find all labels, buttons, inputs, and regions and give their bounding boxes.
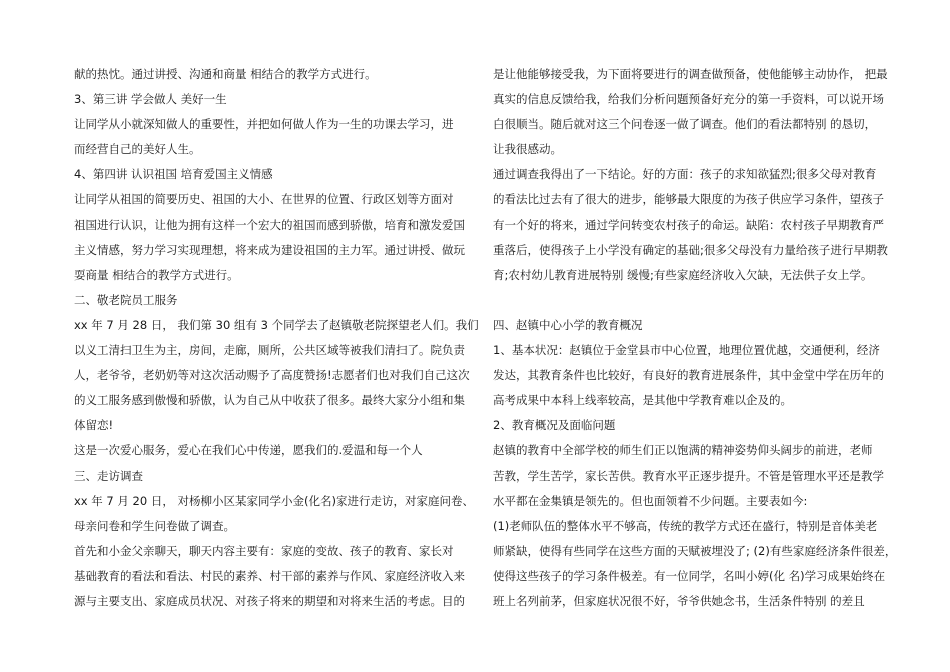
text-line: 是让他能够接受我，为下面将要进行的调查做预备，使他能够主动协作， 把最 bbox=[493, 67, 888, 81]
text-line: 苦教，学生苦学，家长苦供。教育水平正逐步提升。不管是管理水平还是教学 bbox=[493, 468, 884, 483]
text-line: 人，老爷爷，老奶奶等对这次活动赐予了高度赞扬!志愿者们也对我们自己这次 bbox=[74, 368, 470, 383]
left-text-column bbox=[74, 62, 479, 614]
text-line: 三、走访调查 bbox=[74, 468, 143, 483]
text-line: 育;农村幼儿教育进展特别 缓慢;有些家庭经济收入欠缺，无法供子女上学。 bbox=[493, 267, 873, 282]
text-line: 让我很感动。 bbox=[493, 142, 562, 157]
text-line: 4、第四讲 认识祖国 培育爱国主义情感 bbox=[74, 167, 273, 182]
text-line bbox=[493, 288, 878, 313]
text-line: 主义情感，努力学习实现理想，将来成为建设祖国的主力军。通过讲授、做玩 bbox=[74, 242, 465, 257]
text-line: 3、第三讲 学会做人 美好一生 bbox=[74, 92, 227, 107]
text-line: 源与主要支出、家庭成员状况、对孩子将来的期望和对将来生活的考虑。目的 bbox=[74, 593, 465, 608]
text-line: 有一个好的将来，通过学问转变农村孩子的命运。缺陷：农村孩子早期教育严 bbox=[493, 217, 884, 232]
text-line: 让同学从小就深知做人的重要性，并把如何做人作为一生的功课去学习，进 bbox=[74, 117, 454, 132]
right-text-column bbox=[493, 62, 897, 614]
text-line: 使得这些孩子的学习条件极差。有一位同学，名叫小婷(化 名)学习成果始终在 bbox=[493, 568, 886, 583]
text-line: 1、基本状况：赵镇位于金堂县市中心位置，地理位置优越，交通便利，经济 bbox=[493, 343, 880, 358]
text-line: 2、教育概况及面临问题 bbox=[493, 418, 616, 433]
text-line: 首先和小金父亲聊天，聊天内容主要有：家庭的变故、孩子的教育、家长对 bbox=[74, 543, 454, 558]
text-line: 献的热忱。通过讲授、沟通和商量 相结合的教学方式进行。 bbox=[74, 67, 377, 81]
text-line: 以义工清扫卫生为主，房间，走廊，厕所，公共区域等被我们清扫了。院负责 bbox=[74, 343, 465, 358]
text-line: 四、赵镇中心小学的教育概况 bbox=[493, 317, 643, 332]
text-line: 这是一次爱心服务，爱心在我们心中传递，愿我们的.爱温和每一个人 bbox=[74, 443, 423, 458]
text-line: 耍商量 相结合的教学方式进行。 bbox=[74, 267, 239, 282]
text-line: 高考成果中本科上线率较高，是其他中学教育难以企及的。 bbox=[493, 393, 792, 408]
text-line: 祖国进行认识，让他为拥有这样一个宏大的祖国而感到骄傲，培育和激发爱国 bbox=[74, 217, 465, 232]
text-line: 真实的信息反馈给我，给我们分析问题预备好充分的第一手资料，可以说开场 bbox=[493, 92, 884, 107]
text-line: 重落后，使得孩子上小学没有确定的基础;很多父母没有力量给孩子进行早期教 bbox=[493, 242, 888, 257]
text-line: 母亲问卷和学生问卷做了调查。 bbox=[74, 518, 235, 533]
text-line: (1)老师队伍的整体水平不够高，传统的教学方式还在盛行，特别是音体美老 bbox=[493, 518, 878, 533]
text-line: 白很顺当。随后就对这三个问卷逐一做了调查。他们的看法都特别 的恳切， bbox=[493, 117, 877, 132]
text-line: 的看法比过去有了很大的进步，能够最大限度的为孩子供应学习条件，望孩子 bbox=[493, 192, 884, 207]
text-line: xx 年 7 月 20 日， 对杨柳小区某家同学小金(化名)家进行走访，对家庭问卷、 bbox=[74, 493, 474, 508]
text-line: xx 年 7 月 28 日， 我们第 30 组有 3 个同学去了赵镇敬老院探望老人们。我们 bbox=[74, 317, 479, 332]
text-line: 的义工服务感到傲慢和骄傲，认为自己从中收获了很多。最终大家分小组和集 bbox=[74, 393, 465, 408]
text-line: 体留恋! bbox=[74, 418, 114, 433]
text-line: 赵镇的教育中全部学校的师生们正以饱满的精神姿势仰头阔步的前进，老师 bbox=[493, 443, 873, 458]
text-line: 基础教育的看法和看法、村民的素养、村干部的素养与作风、家庭经济收入来 bbox=[74, 568, 465, 583]
text-line: 而经营自己的美好人生。 bbox=[74, 142, 201, 157]
text-line: 水平都在金集镇是领先的。但也面领着不少问题。主要表如今: bbox=[493, 493, 808, 508]
text-line: 让同学从祖国的简要历史、祖国的大小、在世界的位置、行政区划等方面对 bbox=[74, 192, 454, 207]
text-line: 二、敬老院员工服务 bbox=[74, 292, 178, 307]
text-line: 发达，其教育条件也比较好，有良好的教育进展条件，其中金堂中学在历年的 bbox=[493, 368, 884, 383]
text-line: 师紧缺，使得有些同学在这些方面的天赋被埋没了; (2)有些家庭经济条件很差， bbox=[493, 543, 897, 558]
text-line: 通过调查我得出了一下结论。好的方面：孩子的求知欲猛烈;很多父母对教育 bbox=[493, 167, 877, 182]
text-line: 班上名列前茅，但家庭状况很不好，爷爷供她念书，生活条件特别 的差且 bbox=[493, 593, 865, 608]
